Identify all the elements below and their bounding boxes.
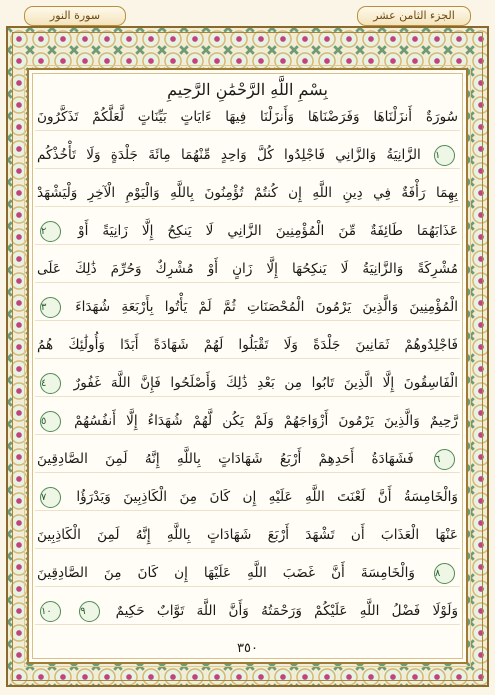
verse-line [37,104,458,130]
verse-text: عَذَابَهُمَا طَائِفَةٌ مِّنَ الْمُؤْمِنِينَ الزَّانِي لَا يَنكِحُ إِلَّا زَانِيَةً أَوْ [78,223,458,239]
ayah-number-marker: ١ [434,145,455,166]
line-rule [35,358,460,359]
verse-text: سُورَةٌ أَنزَلْنَاهَا وَفَرَضْنَاهَا وَأَنزَلْنَا فِيهَا ءَايَاتٍ بَيِّنَاتٍ لَّعَلَّكُمْ تَذَكَّرُونَ [37,109,458,125]
verse-line [37,142,458,168]
line-rule [35,624,460,625]
line-rule [35,510,460,511]
verse-text: وَالْخَامِسَةَ أَنَّ غَضَبَ اللَّهِ عَلَيْهَا إِن كَانَ مِنَ الصَّادِقِينَ [37,565,415,581]
line-rule [35,206,460,207]
line-rule [35,244,460,245]
verse-line [37,180,458,206]
verse-line [37,332,458,358]
verse-line [37,484,458,510]
ayah-number-marker: ٤ [40,373,61,394]
verse-line [37,598,458,624]
verse-line [37,256,458,282]
ayah-number-marker: ٨ [434,563,455,584]
line-rule [35,548,460,549]
verse-text: بِهِمَا رَأْفَةٌ فِي دِينِ اللَّهِ إِن كُنتُمْ تُؤْمِنُونَ بِاللَّهِ وَالْيَوْمِ الْآخِرِ وَلْيَشْهَدْ [37,185,458,201]
verse-text: فَشَهَادَةُ أَحَدِهِمْ أَرْبَعُ شَهَادَاتٍ بِاللَّهِ إِنَّهُ لَمِنَ الصَّادِقِينَ [37,451,414,467]
page-number: ٣٥٠ [237,641,258,656]
line-rule [35,168,460,169]
ayah-number-marker-final: ١٠ [40,601,61,622]
verse-line [37,218,458,244]
verse-line [37,522,458,548]
verse-line [37,560,458,586]
surah-title: سورة النور [24,6,126,26]
verse-line [37,408,458,434]
ayah-number-marker: ٦ [434,449,455,470]
line-rule [35,396,460,397]
verse-text: مُشْرِكَةً وَالزَّانِيَةُ لَا يَنكِحُهَا إِلَّا زَانٍ أَوْ مُشْرِكٌ وَحُرِّمَ ذَٰلِكَ عَلَى [37,261,458,277]
line-rule [35,320,460,321]
line-rule [35,472,460,473]
verse-text: الْمُؤْمِنِينَ وَالَّذِينَ يَرْمُونَ الْمُحْصَنَاتِ ثُمَّ لَمْ يَأْتُوا بِأَرْبَعَةِ شُهَدَاءَ [75,299,458,315]
ayah-number-marker: ٣ [40,297,61,318]
ayah-number-marker: ٧ [40,487,61,508]
verse-line [37,446,458,472]
verse-line [37,370,458,396]
line-rule [35,282,460,283]
verse-text: عَنْهَا الْعَذَابَ أَن تَشْهَدَ أَرْبَعَ شَهَادَاتٍ بِاللَّهِ إِنَّهُ لَمِنَ الْكَاذِبِينَ [37,527,458,543]
line-rule [35,586,460,587]
ayah-number-marker: ٢ [40,221,61,242]
verse-line [37,294,458,320]
verse-text: فَاجْلِدُوهُمْ ثَمَانِينَ جَلْدَةً وَلَا تَقْبَلُوا لَهُمْ شَهَادَةً أَبَدًا وَأُولَٰئِكَ هُمُ [37,337,458,353]
juz-title: الجزء الثامن عشر [357,6,471,26]
verse-text: وَلَوْلَا فَضْلُ اللَّهِ عَلَيْكُمْ وَرَحْمَتُهُ وَأَنَّ اللَّهَ تَوَّابٌ حَكِيمٌ [115,603,459,619]
ayah-number-marker: ٥ [40,411,61,432]
page-header [14,4,481,26]
line-rule [35,130,460,131]
verse-text: الزَّانِيَةُ وَالزَّانِي فَاجْلِدُوا كُلَّ وَاحِدٍ مِّنْهُمَا مِائَةَ جَلْدَةٍ وَلَا تَأْخُذْكُم [37,147,421,163]
ayah-number-marker: ٩ [79,601,100,622]
line-rule [35,434,460,435]
verse-text: الْفَاسِقُونَ إِلَّا الَّذِينَ تَابُوا مِن بَعْدِ ذَٰلِكَ وَأَصْلَحُوا فَإِنَّ اللَّهَ غَفُورٌ [73,375,458,391]
text-panel [27,68,468,664]
verse-text: وَالْخَامِسَةُ أَنَّ لَعْنَتَ اللَّهِ عَلَيْهِ إِن كَانَ مِنَ الْكَاذِبِينَ وَيَدْرَؤُا [76,489,458,505]
verse-text: رَّحِيمٌ وَالَّذِينَ يَرْمُونَ أَزْوَاجَهُمْ وَلَمْ يَكُن لَّهُمْ شُهَدَاءُ إِلَّا أَنفُسُهُمْ [74,413,458,429]
basmala: بِسْمِ اللَّهِ الرَّحْمَٰنِ الرَّحِيمِ [167,80,328,99]
